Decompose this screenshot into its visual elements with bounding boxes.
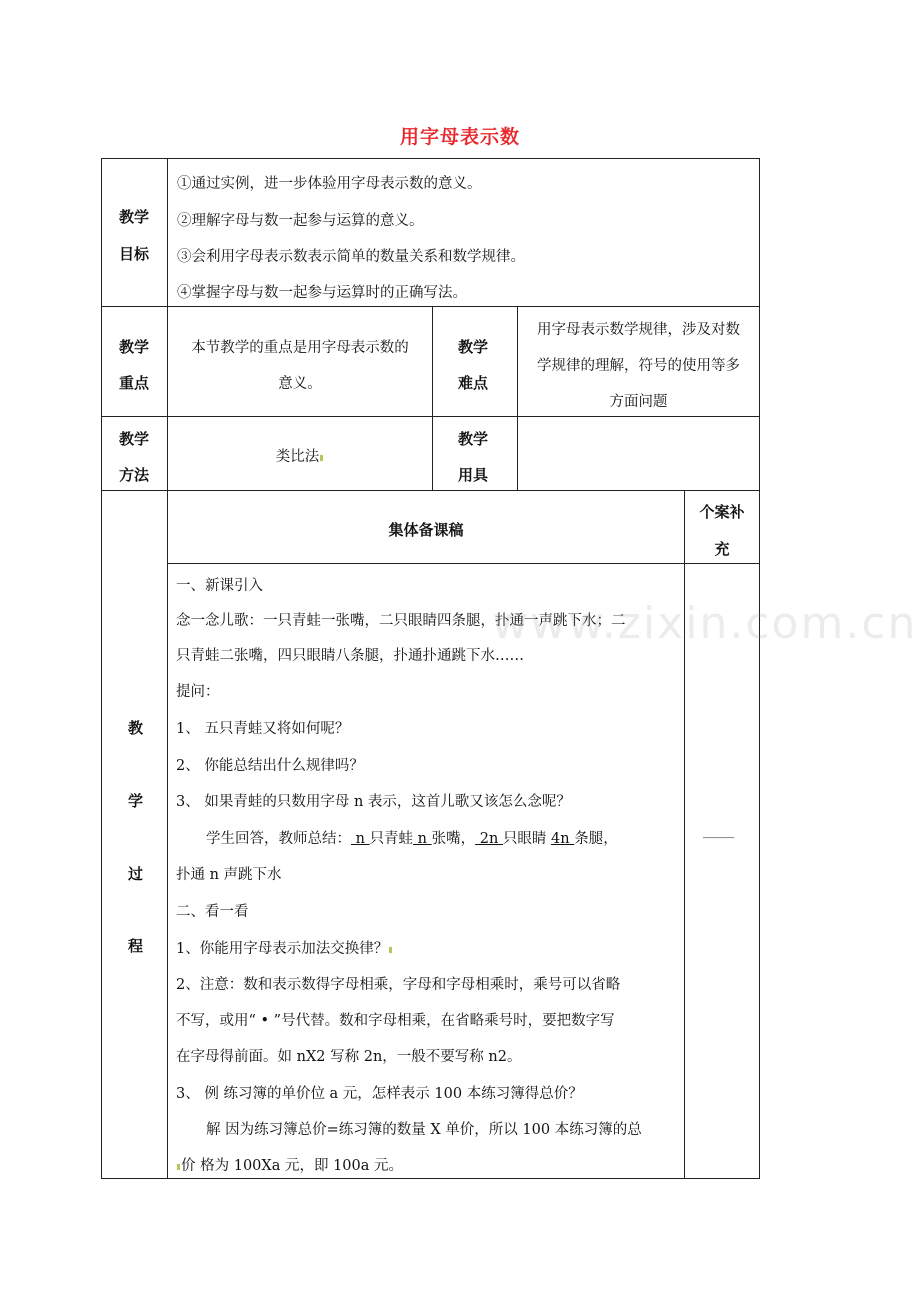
answer-blank-n: n: [413, 831, 432, 847]
method-label-2: 方法: [119, 466, 150, 484]
point-item: 不写，或用“ • ”号代替。数和字母相乘，在省略乘号时，要把数字写: [176, 1013, 615, 1029]
example-item: 3、 例 练习簿的单价位 a 元，怎样表示 100 本练习簿得总价？: [176, 1086, 583, 1102]
method-label-1: 教学: [119, 430, 150, 448]
document-title: 用字母表示数: [399, 126, 520, 148]
key-points-content-cell: [167, 306, 433, 417]
key-points-label-2: 重点: [119, 374, 150, 392]
objectives-label-1: 教学: [119, 208, 150, 226]
point-text: 1、你能用字母表示加法交换律？: [176, 941, 389, 957]
objectives-content-cell: [167, 158, 760, 307]
answer-blank-n: n: [351, 831, 370, 847]
tools-label-1: 教学: [458, 430, 489, 448]
tools-content-cell: [517, 416, 760, 491]
process-label-char: 过: [128, 865, 144, 883]
difficulties-text-1: 用字母表示数学规律，涉及对数: [537, 322, 740, 338]
objective-item: ①通过实例，进一步体验用字母表示数的意义。: [177, 176, 482, 192]
answer-text: 条腿，: [574, 831, 618, 847]
group-prep-header-cell: [167, 490, 685, 564]
solution-text: 价 格为 100Xa 元，即 100a 元。: [181, 1158, 404, 1174]
group-prep-header: 集体备课稿: [388, 521, 464, 539]
tools-label-cell: [432, 416, 518, 491]
point-item: 在字母得前面。如 nX2 写称 2n，一般不要写称 n2。: [176, 1049, 522, 1065]
process-content-cell: [167, 563, 685, 1179]
supplement-content-cell: [684, 563, 760, 1179]
scan-mark-icon: [320, 455, 323, 461]
difficulties-text-2: 学规律的理解，符号的使用等多: [537, 358, 740, 374]
difficulties-label-2: 难点: [458, 374, 489, 392]
answer-line: 扑通 n 声跳下水: [176, 867, 282, 883]
question-item: 2、 你能总结出什么规律吗？: [176, 758, 364, 774]
key-points-text-2: 意义。: [278, 376, 322, 392]
answer-text: 只青蛙: [369, 831, 414, 847]
key-points-text-1: 本节教学的重点是用字母表示数的: [191, 340, 409, 356]
answer-text: 张嘴，: [431, 831, 476, 847]
watermark: www.zixin.com.cn: [492, 598, 918, 649]
key-points-label-cell: [101, 306, 168, 417]
difficulties-label-cell: [432, 306, 518, 417]
supplement-header-1: 个案补: [699, 503, 745, 521]
answer-blank-4n: 4n: [551, 831, 575, 847]
process-label-char: 教: [128, 719, 144, 737]
method-content-cell: [167, 416, 433, 491]
supplement-header-cell: [684, 490, 760, 564]
scan-mark-icon: [177, 1164, 180, 1170]
tools-label-2: 用具: [458, 466, 489, 484]
key-points-label-1: 教学: [119, 338, 150, 356]
objective-item: ②理解字母与数一起参与运算的意义。: [177, 213, 424, 229]
process-label-char: 程: [128, 937, 144, 955]
question-intro: 提问：: [176, 684, 220, 700]
solution-line: [176, 1154, 403, 1175]
section-heading: 一、新课引入: [176, 578, 263, 594]
objective-item: ④掌握字母与数一起参与运算时的正确写法。: [177, 285, 467, 301]
section-heading: 二、看一看: [176, 904, 249, 920]
difficulties-content-cell: [517, 306, 760, 417]
point-item: [176, 937, 393, 958]
rhyme-line: 只青蛙二张嘴，四只眼睛八条腿，扑通扑通跳下水……: [176, 648, 524, 664]
process-label-char: 学: [128, 792, 144, 810]
scan-mark-icon: [389, 947, 392, 953]
method-text: 类比法: [275, 449, 320, 465]
objective-item: ③会利用字母表示数表示简单的数量关系和数学规律。: [177, 249, 525, 265]
method-label-cell: [101, 416, 168, 491]
solution-line: 解 因为练习簿总价=练习簿的数量 X 单价，所以 100 本练习簿的总: [206, 1122, 642, 1138]
difficulties-text-3: 方面问题: [609, 394, 668, 410]
difficulties-label-1: 教学: [458, 338, 489, 356]
point-item: 2、注意：数和表示数得字母相乘，字母和字母相乘时，乘号可以省略: [176, 977, 621, 993]
supplement-blank: ____: [703, 824, 735, 839]
answer-text: 学生回答，教师总结：: [206, 831, 351, 847]
question-item: 1、 五只青蛙又将如何呢？: [176, 721, 350, 737]
supplement-header-2: 充: [714, 540, 730, 558]
question-item: 3、 如果青蛙的只数用字母 n 表示，这首儿歌又该怎么念呢？: [176, 794, 571, 810]
answer-line: [206, 827, 618, 848]
objectives-label-cell: [101, 158, 168, 307]
objectives-label-2: 目标: [119, 245, 150, 263]
rhyme-line: 念一念儿歌：一只青蛙一张嘴，二只眼睛四条腿，扑通一声跳下水；二: [176, 613, 626, 629]
answer-blank-2n: 2n: [475, 831, 503, 847]
process-label-cell: [101, 490, 168, 1179]
answer-text: 只眼睛: [502, 831, 552, 847]
